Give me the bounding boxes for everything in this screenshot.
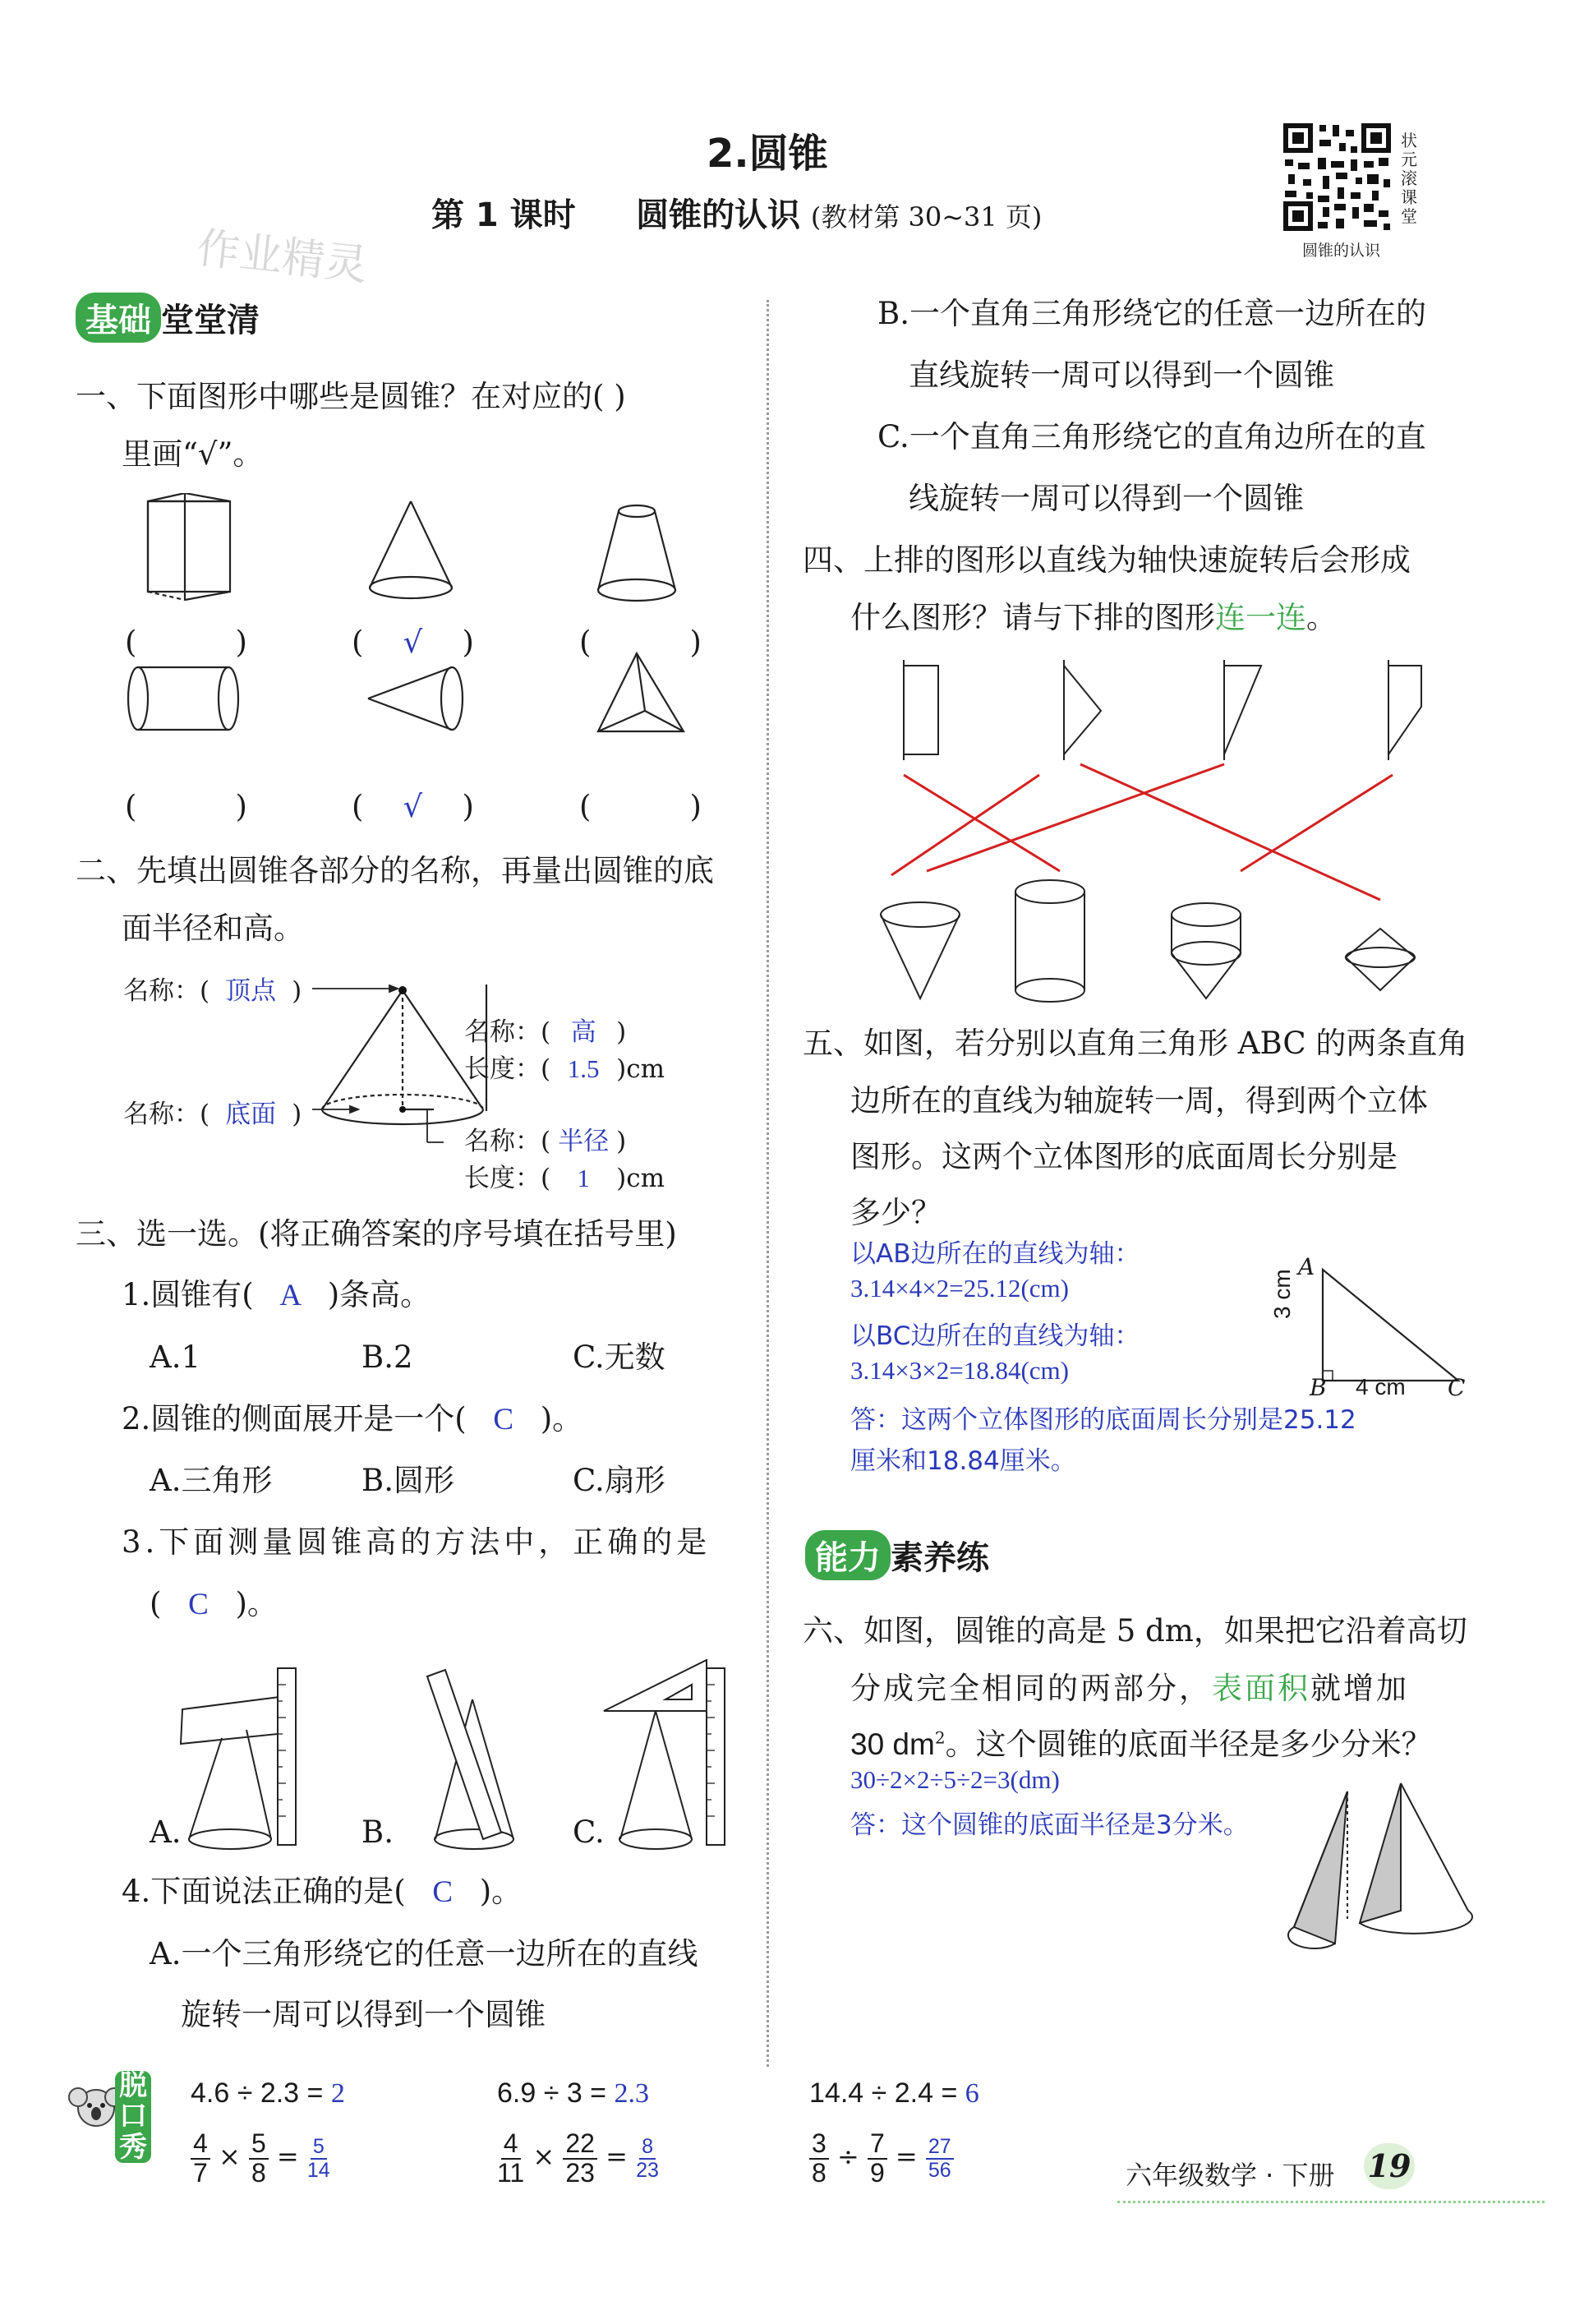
q3-s3: 3.下面测量圆锥高的方法中，正确的是 bbox=[122, 1524, 711, 1560]
q4-connect-highlight: 连一连 bbox=[1215, 600, 1306, 635]
q2-cm: )cm bbox=[616, 1054, 665, 1084]
section-badge: 基础 bbox=[76, 293, 161, 343]
qr-side-label: 状元滚课堂 bbox=[1401, 131, 1417, 226]
mental-row-3: 14.4 ÷ 2.4 = 6 bbox=[809, 2077, 979, 2109]
cone-1 bbox=[370, 501, 452, 588]
q2-radius-length: 1 bbox=[577, 1164, 590, 1192]
q5-label-c: C bbox=[1448, 1374, 1466, 1401]
mental-r1: 2 bbox=[330, 2078, 345, 2109]
q3-s4: 4.下面说法正确的是( C )。 bbox=[122, 1867, 522, 1916]
textbook-ref: (教材第 30~31 页) bbox=[810, 201, 1043, 233]
q2-radius-answer: 半径 bbox=[558, 1127, 610, 1156]
q2-line2: 面半径和高。 bbox=[122, 911, 304, 946]
q3-s1-opt-a: A.1 bbox=[150, 1340, 201, 1375]
mental-r2: 2.3 bbox=[614, 2078, 649, 2109]
q3-s3-opt-b: B. bbox=[361, 1814, 394, 1850]
q2-close: ) bbox=[616, 1017, 627, 1047]
q5-answer-6: 厘米和18.84厘米。 bbox=[850, 1446, 1076, 1476]
q3-s4-answer[interactable]: C bbox=[432, 1875, 454, 1909]
footer-book-label: 六年级数学 · 下册 bbox=[1126, 2160, 1335, 2191]
lesson-heading bbox=[431, 189, 1042, 236]
section-title: 2.圆锥 bbox=[707, 131, 828, 177]
q5-label-a: A bbox=[1298, 1253, 1315, 1280]
page-number: 19 bbox=[1364, 2143, 1415, 2189]
q3-s4-opt-a-line1: A.一个三角形绕它的任意一边所在的直线 bbox=[150, 1936, 698, 1971]
q1-bracket-1[interactable]: ( ) bbox=[125, 625, 247, 660]
mental-math-label: 脱口秀 bbox=[115, 2071, 151, 2163]
q3-s2-answer[interactable]: C bbox=[493, 1403, 514, 1436]
q1-bracket-3[interactable]: ( ) bbox=[579, 625, 702, 660]
frustum bbox=[598, 511, 675, 590]
q5-answer-2: 3.14×4×2=25.12(cm) bbox=[850, 1274, 1069, 1303]
q6-surface-highlight: 表面积 bbox=[1212, 1671, 1310, 1706]
prism-front bbox=[148, 501, 230, 592]
q4-line1: 四、上排的图形以直线为轴快速旋转后会形成 bbox=[803, 542, 1411, 578]
q5-line1: 五、如图，若分别以直角三角形 ABC 的两条直角 bbox=[803, 1026, 1468, 1061]
mental-row-2: 6.9 ÷ 3 = 2.3 bbox=[497, 2077, 649, 2109]
q3-title: 三、选一选。(将正确答案的序号填在括号里) bbox=[76, 1216, 677, 1252]
q5-answer-1: 以AB边所在的直线为轴： bbox=[850, 1239, 1140, 1269]
mental-frac-1: $\frac{4}{7}$ × $\frac{5}{8}$ = $\frac{5}{14}$ bbox=[191, 2130, 330, 2187]
q2-height-name-row bbox=[464, 1011, 626, 1048]
q3-s3-opt-a: A. bbox=[150, 1814, 182, 1850]
qr-caption: 圆锥的认识 bbox=[1302, 242, 1381, 260]
q5-label-3cm: 3 cm bbox=[1269, 1269, 1295, 1319]
q5-label-b: B bbox=[1310, 1374, 1327, 1401]
q1-bracket-6[interactable]: ( ) bbox=[579, 789, 702, 824]
q3-s1-opt-b: B.2 bbox=[361, 1340, 413, 1375]
q1-bracket-4[interactable]: ( ) bbox=[125, 789, 247, 824]
q4-matching-figure bbox=[854, 653, 1462, 1023]
prism-top bbox=[148, 493, 230, 501]
q6-answer-2: 答：这个圆锥的底面半径是3分米。 bbox=[850, 1810, 1249, 1840]
q3-s3-opt-c: C. bbox=[573, 1814, 605, 1850]
q2-line1: 二、先填出圆锥各部分的名称，再量出圆锥的底 bbox=[76, 853, 714, 888]
q3-s2: 2.圆锥的侧面展开是一个( C )。 bbox=[122, 1395, 582, 1444]
section-header-basic bbox=[76, 293, 260, 343]
q5-triangle bbox=[1315, 1261, 1471, 1393]
lesson-label: 第 1 课时 bbox=[431, 196, 576, 234]
q2-name-label: 名称：( bbox=[464, 1017, 551, 1047]
q1-mark-2: √ bbox=[403, 625, 423, 660]
q2-radius-len-row bbox=[464, 1157, 665, 1194]
q4-line2: 什么图形？请与下排的图形连一连。 bbox=[850, 600, 1337, 635]
q3-s4-opt-c-line1: C.一个直角三角形绕它的直角边所在的直 bbox=[877, 419, 1426, 454]
section-badge: 能力 bbox=[805, 1530, 891, 1580]
q2-close: ) bbox=[292, 976, 302, 1006]
q3-s4-opt-a-line2: 旋转一周可以得到一个圆锥 bbox=[181, 1997, 546, 2032]
mental-frac-3: $\frac{3}{8}$ ÷ $\frac{7}{9}$ = $\frac{27}{56}$ bbox=[809, 2130, 954, 2187]
q2-len-label: 长度：( bbox=[464, 1164, 551, 1193]
q6-line2: 分成完全相同的两部分，表面积就增加 bbox=[850, 1671, 1409, 1706]
q6-line3: 30 $dm^2$。这个圆锥的底面半径是多少分米？ bbox=[850, 1727, 1432, 1762]
mental-row-1: 4.6 ÷ 2.3 = 2 bbox=[191, 2077, 345, 2109]
q6-split-cone bbox=[1286, 1779, 1483, 1956]
q2-close: ) bbox=[616, 1127, 627, 1156]
q3-s1-answer[interactable]: A bbox=[279, 1279, 302, 1312]
column-divider bbox=[767, 300, 769, 2067]
q5-label-4cm: 4 cm bbox=[1356, 1374, 1406, 1399]
q2-cm: )cm bbox=[616, 1164, 665, 1193]
q1-mark-5: √ bbox=[403, 789, 423, 824]
q2-name-label: 名称：( bbox=[123, 1100, 210, 1129]
watermark: 作业精灵 bbox=[194, 224, 371, 291]
section-subtitle: 素养练 bbox=[891, 1539, 989, 1577]
q3-s1: 1.圆锥有( A )条高。 bbox=[122, 1270, 431, 1320]
q3-s2-opt-a: A.三角形 bbox=[150, 1463, 273, 1498]
q2-height-len-row bbox=[464, 1048, 665, 1085]
q2-base-answer: 底面 bbox=[225, 1100, 277, 1129]
q2-base-row bbox=[123, 1093, 302, 1130]
q3-s4-opt-c-line2: 线旋转一周可以得到一个圆锥 bbox=[909, 481, 1304, 516]
q2-name-label: 名称：( bbox=[464, 1127, 551, 1156]
q5-answer-5: 答：这两个立体图形的底面周长分别是25.12 bbox=[850, 1405, 1356, 1435]
mental-frac-2: $\frac{4}{11}$ × $\frac{22}{23}$ = $\frac{8}{23}$ bbox=[497, 2128, 659, 2188]
section-subtitle: 堂堂清 bbox=[161, 302, 260, 339]
q1-line1: 一、下面图形中哪些是圆锥？在对应的( ) bbox=[76, 379, 626, 414]
q1-line2: 里画“√”。 bbox=[122, 436, 264, 472]
cone-2 bbox=[368, 667, 452, 730]
q2-len-label: 长度：( bbox=[464, 1054, 551, 1084]
q1-bracket-5[interactable]: ( √ ) bbox=[352, 782, 474, 831]
q3-measure-figures bbox=[140, 1652, 748, 1857]
lesson-title: 圆锥的认识 bbox=[636, 196, 801, 234]
q3-s2-opt-c: C.扇形 bbox=[573, 1463, 665, 1498]
q5-line2: 边所在的直线为轴旋转一周，得到两个立体 bbox=[850, 1083, 1428, 1118]
section-header-ability bbox=[805, 1530, 989, 1580]
q3-s4-opt-b-line2: 直线旋转一周可以得到一个圆锥 bbox=[909, 357, 1334, 393]
q3-s1-opt-c: C.无数 bbox=[573, 1340, 665, 1375]
q2-close: ) bbox=[292, 1100, 302, 1129]
q2-radius-name-row bbox=[464, 1120, 626, 1157]
q3-s3-bracket: ( C )。 bbox=[150, 1579, 278, 1629]
q5-line3: 图形。这两个立体图形的底面周长分别是 bbox=[850, 1139, 1398, 1174]
q2-name-label: 名称：( bbox=[123, 976, 210, 1006]
q5-line4: 多少？ bbox=[850, 1195, 942, 1230]
q3-s2-opt-b: B.圆形 bbox=[361, 1463, 454, 1498]
q2-apex-row bbox=[123, 970, 302, 1007]
q2-height-answer: 高 bbox=[570, 1017, 596, 1047]
qr-code[interactable] bbox=[1282, 122, 1393, 233]
q6-answer-1: 30÷2×2÷5÷2=3(dm) bbox=[850, 1765, 1060, 1794]
q2-height-length: 1.5 bbox=[567, 1054, 600, 1083]
q6-line1: 六、如图，圆锥的高是 5 dm，如果把它沿着高切 bbox=[803, 1613, 1467, 1648]
q5-answer-3: 以BC边所在的直线为轴： bbox=[850, 1321, 1140, 1351]
mental-r3: 6 bbox=[965, 2078, 979, 2109]
q1-bracket-2[interactable]: ( √ ) bbox=[352, 618, 474, 666]
footer-rule bbox=[1117, 2201, 1545, 2203]
q5-answer-4: 3.14×3×2=18.84(cm) bbox=[850, 1356, 1069, 1385]
q2-apex-answer: 顶点 bbox=[225, 976, 277, 1006]
q3-s4-opt-b-line1: B.一个直角三角形绕它的任意一边所在的 bbox=[877, 296, 1426, 331]
q3-s3-answer[interactable]: C bbox=[188, 1588, 209, 1621]
